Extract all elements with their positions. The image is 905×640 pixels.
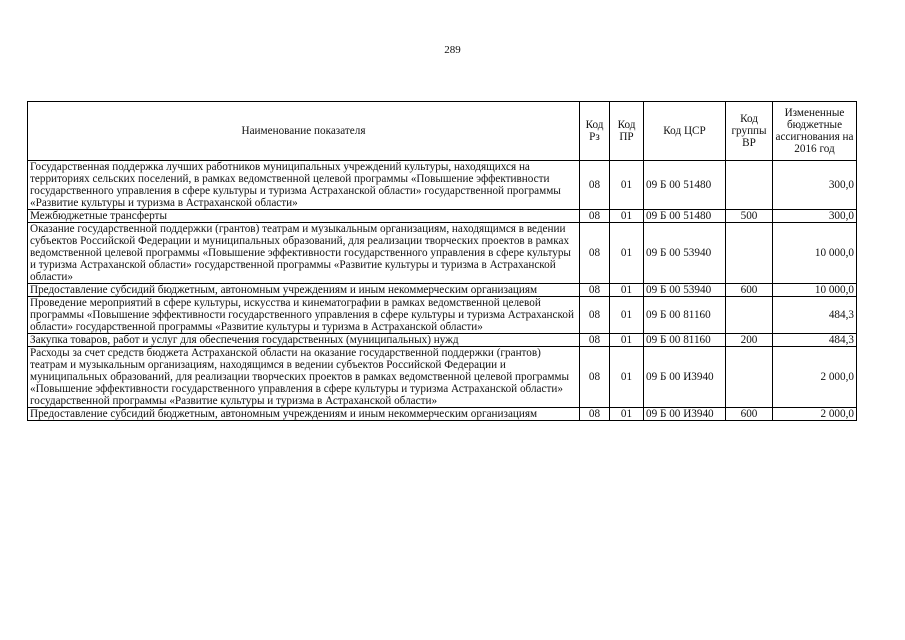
table-row [28,408,857,421]
row-code-rz: 08 [580,223,610,284]
row-code-pr: 01 [610,223,644,284]
row-code-vr: 600 [726,284,773,297]
row-code-pr: 01 [610,161,644,210]
row-code-csr: 09 Б 00 И3940 [644,408,726,421]
row-code-csr: 09 Б 00 53940 [644,284,726,297]
table-row [28,284,857,297]
row-code-csr: 09 Б 00 И3940 [644,347,726,408]
row-indicator-name: Проведение мероприятий в сфере культуры, искусства и кинематографии в рамках ведомственной целевой программы «Повышение эффективности государственного управления в сфере культуры и туризма Астраханской области» государственной программы «Развитие культуры и туризма в Астраханской области» [28,297,580,334]
row-amount: 484,3 [773,334,857,347]
row-indicator-name: Предоставление субсидий бюджетным, автономным учреждениям и иным некоммерческим организациям [28,284,580,297]
row-code-csr: 09 Б 00 81160 [644,334,726,347]
row-code-pr: 01 [610,347,644,408]
row-code-rz: 08 [580,347,610,408]
row-indicator-name: Оказание государственной поддержки (грантов) театрам и музыкальным организациям, находящимся в ведении субъектов Российской Федерации и муниципальных образований, для реализации творческих проектов в рамках ведомственной целевой программы «Повышение эффективности государственного управления в сфере культуры и туризма Астраханской области» государственной программы «Развитие культуры и туризма в Астраханской области» [28,223,580,284]
row-code-vr: 600 [726,408,773,421]
table-row [28,161,857,210]
row-code-pr: 01 [610,408,644,421]
row-code-pr: 01 [610,297,644,334]
row-code-csr: 09 Б 00 81160 [644,297,726,334]
row-code-pr: 01 [610,284,644,297]
row-code-vr [726,223,773,284]
row-amount: 300,0 [773,210,857,223]
row-indicator-name: Государственная поддержка лучших работников муниципальных учреждений культуры, находящихся на территориях сельских поселений, в рамках ведомственной целевой программы «Повышение эффективности государственного управления в сфере культуры и туризма Астраханской области» государственной программы «Развитие культуры и туризма в Астраханской области» [28,161,580,210]
budget-allocations-table [27,101,857,421]
row-amount: 2 000,0 [773,408,857,421]
header-code-vr: Код группы ВР [726,102,773,161]
row-code-rz: 08 [580,408,610,421]
row-code-csr: 09 Б 00 51480 [644,210,726,223]
row-code-csr: 09 Б 00 53940 [644,223,726,284]
row-indicator-name: Межбюджетные трансферты [28,210,580,223]
row-amount: 10 000,0 [773,284,857,297]
row-code-vr [726,297,773,334]
table-row [28,334,857,347]
row-code-vr [726,161,773,210]
row-code-rz: 08 [580,210,610,223]
row-code-vr [726,347,773,408]
row-code-rz: 08 [580,284,610,297]
header-code-csr: Код ЦСР [644,102,726,161]
row-indicator-name: Предоставление субсидий бюджетным, автономным учреждениям и иным некоммерческим организациям [28,408,580,421]
row-code-vr: 500 [726,210,773,223]
header-code-pr: Код ПР [610,102,644,161]
header-amended-allocations: Измененные бюджетные ассигнования на 2016 год [773,102,857,161]
row-code-pr: 01 [610,334,644,347]
row-code-csr: 09 Б 00 51480 [644,161,726,210]
header-indicator-name: Наименование показателя [28,102,580,161]
row-amount: 484,3 [773,297,857,334]
row-indicator-name: Расходы за счет средств бюджета Астраханской области на оказание государственной поддержки (грантов) театрам и музыкальным организациям, находящимся в ведении субъектов Российской Федерации и муниципальных образований, для реализации творческих проектов в рамках ведомственной целевой программы «Повышение эффективности государственного управления в сфере культуры и туризма Астраханской области» государственной программы «Развитие культуры и туризма в Астраханской области» [28,347,580,408]
table-row [28,210,857,223]
row-amount: 2 000,0 [773,347,857,408]
row-code-vr: 200 [726,334,773,347]
row-code-rz: 08 [580,334,610,347]
row-indicator-name: Закупка товаров, работ и услуг для обеспечения государственных (муниципальных) нужд [28,334,580,347]
row-amount: 300,0 [773,161,857,210]
row-amount: 10 000,0 [773,223,857,284]
table-header-row [28,102,857,161]
page-number: 289 [444,44,461,56]
row-code-rz: 08 [580,161,610,210]
row-code-pr: 01 [610,210,644,223]
header-code-rz: Код Рз [580,102,610,161]
table-row [28,223,857,284]
table-row [28,297,857,334]
row-code-rz: 08 [580,297,610,334]
table-row [28,347,857,408]
